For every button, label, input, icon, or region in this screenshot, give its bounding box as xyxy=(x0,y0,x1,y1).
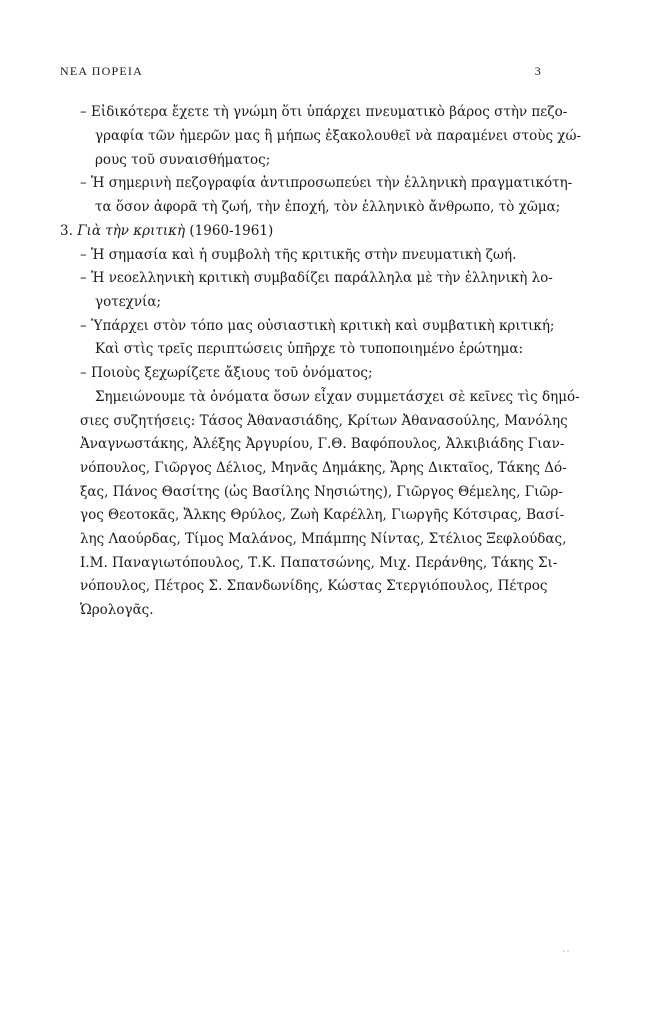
text-line: Ὡρολογᾶς. xyxy=(80,602,154,618)
text-line: νόπουλος, Πέτρος Σ. Σπανδωνίδης, Κώστας Στεργιόπουλος, Πέτρος xyxy=(80,578,548,594)
running-head: ΝΕΑ ΠΟΡΕΙΑ xyxy=(60,64,143,78)
text-line: Σημειώνουμε τὰ ὀνόματα ὅσων εἶχαν συμμετάσχει σὲ κεῖνες τὶς δημό- xyxy=(95,389,580,405)
section-number: 3. xyxy=(60,223,73,239)
text-line: Ι.Μ. Παναγιωτόπουλος, Τ.Κ. Παπατσώνης, Μιχ. Περάνθης, Τάκης Σι- xyxy=(80,555,558,571)
section-heading xyxy=(60,220,273,244)
text-line: Καὶ στὶς τρεῖς περιπτώσεις ὑπῆρχε τὸ τυποποιημένο ἐρώτημα: xyxy=(95,341,524,357)
text-line: – Ὑπάρχει στὸν τόπο μας οὐσιαστικὴ κριτικὴ καὶ συμβατικὴ κριτική; xyxy=(80,318,555,334)
text-line: ξας, Πάνος Θασίτης (ὡς Βασίλης Νησιώτης), Γιῶργος Θέμελης, Γιῶρ- xyxy=(80,484,563,500)
text-line: τα ὅσον ἀφορᾶ τὴ ζωή, τὴν ἐποχή, τὸν ἑλληνικὸ ἄνθρωπο, τὸ χῶμα; xyxy=(95,199,561,215)
scan-speck: ˙˙ xyxy=(562,950,570,959)
section-title: Γιὰ τὴν κριτικὴ xyxy=(77,223,186,239)
text-line: – Ἡ σημασία καὶ ἡ συμβολὴ τῆς κριτικῆς στὴν πνευματικὴ ζωή. xyxy=(80,247,517,263)
page-number: 3 xyxy=(534,64,542,78)
text-line: – Ἡ σημερινὴ πεζογραφία ἀντιπροσωπεύει τὴν ἑλληνικὴ πραγματικότη- xyxy=(80,175,573,191)
text-line: γος Θεοτοκᾶς, Ἄλκης Θρύλος, Ζωὴ Καρέλλη, Γιωργῆς Κότσιρας, Βασί- xyxy=(80,507,565,523)
text-line: – Ποιοὺς ξεχωρίζετε ἄξιους τοῦ ὀνόματος; xyxy=(80,365,373,381)
text-line: σιες συζητήσεις: Τάσος Ἀθανασιάδης, Κρίτων Ἀθανασούλης, Μανόλης xyxy=(80,413,568,429)
text-line: νόπουλος, Γιῶργος Δέλιος, Μηνᾶς Δημάκης, Ἄρης Δικταῖος, Τάκης Δό- xyxy=(80,460,567,476)
text-line: – Εἰδικότερα ἔχετε τὴ γνώμη ὅτι ὑπάρχει πνευματικὸ βάρος στὴν πεζο- xyxy=(80,104,568,120)
text-line: γραφία τῶν ἡμερῶν μας ἢ μήπως ἐξακολουθεῖ νὰ παραμένει στοὺς χώ- xyxy=(95,128,582,144)
text-line: ρους τοῦ συναισθήματος; xyxy=(95,152,271,168)
text-line: λης Λαούρδας, Τίμος Μαλάνος, Μπάμπης Νίντας, Στέλιος Ξεφλούδας, xyxy=(80,531,567,547)
text-line: γοτεχνία; xyxy=(95,294,162,310)
section-years: (1960-1961) xyxy=(189,223,274,239)
text-line: Ἀναγνωστάκης, Ἀλέξης Ἀργυρίου, Γ.Θ. Βαφόπουλος, Ἀλκιβιάδης Γιαν- xyxy=(80,436,565,452)
text-line: – Ἡ νεοελληνικὴ κριτικὴ συμβαδίζει παράλληλα μὲ τὴν ἑλληνικὴ λο- xyxy=(80,270,553,286)
